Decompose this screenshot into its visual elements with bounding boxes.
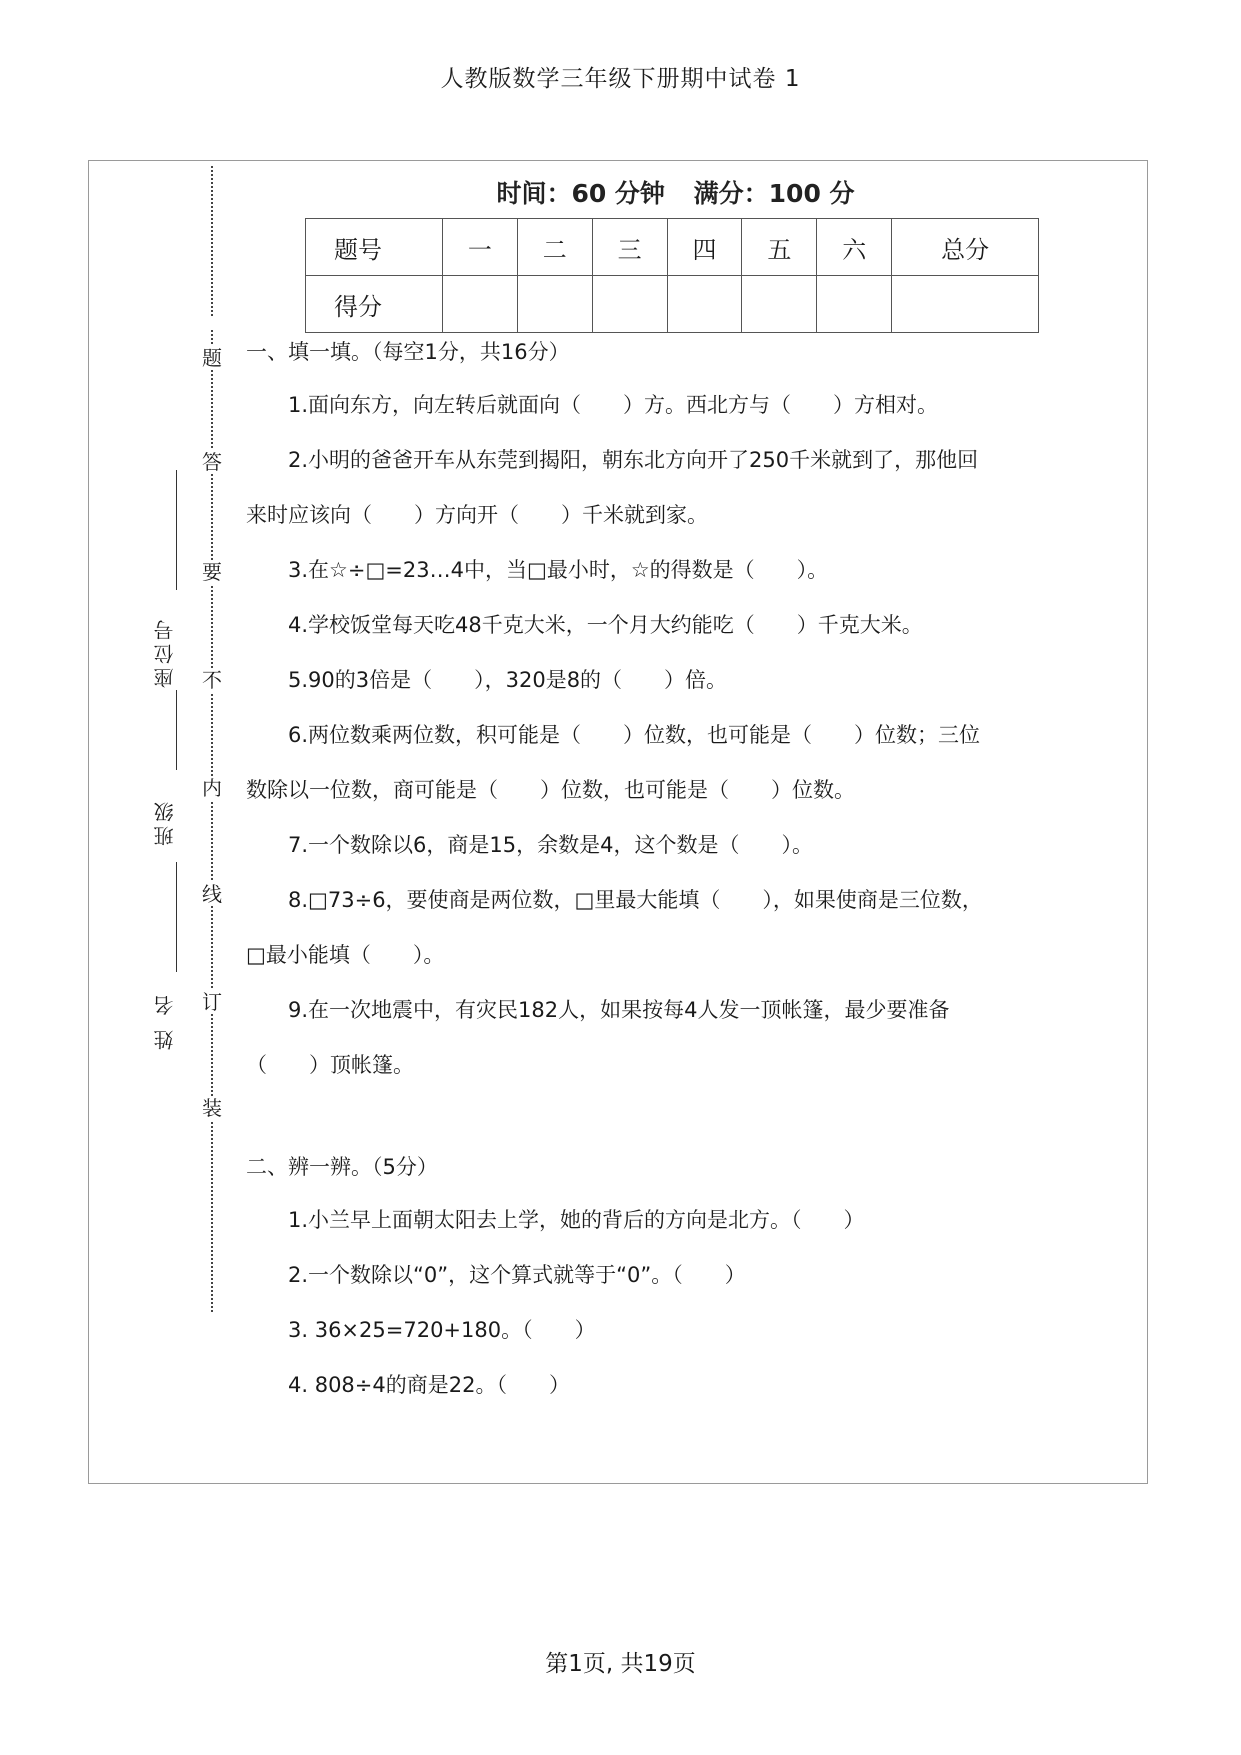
score-header-cell: 二 [517, 219, 592, 276]
question-line: 2.小明的爸爸开车从东莞到揭阳，朝东北方向开了250千米就到了，那他回 [288, 448, 979, 472]
question-line: 3.在☆÷□=23…4中，当□最小时，☆的得数是（ ）。 [288, 558, 829, 582]
question-line: 7.一个数除以6，商是15，余数是4，这个数是（ ）。 [288, 833, 813, 857]
question-line: 5.90的3倍是（ ），320是8的（ ）倍。 [288, 668, 728, 692]
score-table-score-row [306, 276, 1039, 333]
score-header-cell: 总分 [892, 219, 1039, 276]
document-title: 人教版数学三年级下册期中试卷 1 [440, 66, 801, 92]
score-header-cell: 四 [667, 219, 742, 276]
question-line: 4.学校饭堂每天吃48千克大米，一个月大约能吃（ ）千克大米。 [288, 613, 923, 637]
class-label: 班级 [153, 798, 177, 846]
score-cell[interactable] [592, 276, 667, 333]
margin-char-yao: 要 [202, 560, 222, 584]
section-title: 一、填一填。（每空1分，共16分） [246, 340, 570, 364]
score-cell[interactable] [517, 276, 592, 333]
section-title: 二、辨一辨。（5分） [246, 1155, 438, 1179]
question-line: 2.一个数除以“0”，这个算式就等于“0”。（ ） [288, 1263, 746, 1287]
score-table [305, 218, 1039, 333]
score-header-cell: 三 [592, 219, 667, 276]
seat-number-label: 座位号 [153, 616, 177, 688]
question-line: 4. 808÷4的商是22。（ ） [288, 1373, 570, 1397]
question-line: 6.两位数乘两位数，积可能是（ ）位数，也可能是（ ）位数；三位 [288, 723, 981, 747]
question-line: 3. 36×25=720+180。（ ） [288, 1318, 596, 1342]
time-limit: 时间：60 分钟 [496, 179, 665, 208]
question-line: 来时应该向（ ）方向开（ ）千米就到家。 [246, 503, 708, 527]
question-line: 9.在一次地震中，有灾民182人，如果按每4人发一顶帐篷，最少要准备 [288, 998, 950, 1022]
score-cell[interactable] [443, 276, 518, 333]
question-line: □最小能填（ ）。 [246, 943, 445, 967]
seat-underline[interactable] [176, 470, 177, 590]
score-header-cell: 一 [443, 219, 518, 276]
score-header-cell: 五 [742, 219, 817, 276]
class-underline[interactable] [176, 690, 177, 770]
score-row-label: 得分 [306, 276, 443, 333]
margin-char-ding: 订 [202, 990, 222, 1014]
name-underline[interactable] [176, 862, 177, 972]
score-cell[interactable] [667, 276, 742, 333]
section-gap [246, 1093, 1026, 1149]
exam-content [246, 330, 1026, 1413]
full-score: 满分：100 分 [693, 179, 855, 208]
margin-char-da: 答 [202, 450, 222, 474]
page-footer: 第1页, 共19页 [545, 1651, 696, 1677]
score-cell[interactable] [892, 276, 1039, 333]
score-table-header-row [306, 219, 1039, 276]
binding-dotted-line [211, 330, 213, 1312]
margin-char-ti: 题 [202, 346, 222, 370]
question-line: 数除以一位数，商可能是（ ）位数，也可能是（ ）位数。 [246, 778, 855, 802]
margin-char-bu: 不 [202, 668, 222, 692]
question-line: 1.小兰早上面朝太阳去上学，她的背后的方向是北方。（ ） [288, 1208, 865, 1232]
score-header-cell: 六 [817, 219, 892, 276]
name-label: 姓 名 [153, 991, 177, 1050]
question-line: （ ）顶帐篷。 [246, 1053, 414, 1077]
margin-char-zhuang: 装 [202, 1096, 222, 1120]
score-cell[interactable] [742, 276, 817, 333]
exam-header [0, 174, 1241, 210]
margin-char-xian: 线 [202, 882, 222, 906]
question-line: 1.面向东方，向左转后就面向（ ）方。西北方与（ ）方相对。 [288, 393, 939, 417]
score-header-cell: 题号 [306, 219, 443, 276]
score-cell[interactable] [817, 276, 892, 333]
question-line: 8.□73÷6，要使商是两位数，□里最大能填（ ），如果使商是三位数， [288, 888, 983, 912]
margin-char-nei: 内 [202, 776, 222, 800]
